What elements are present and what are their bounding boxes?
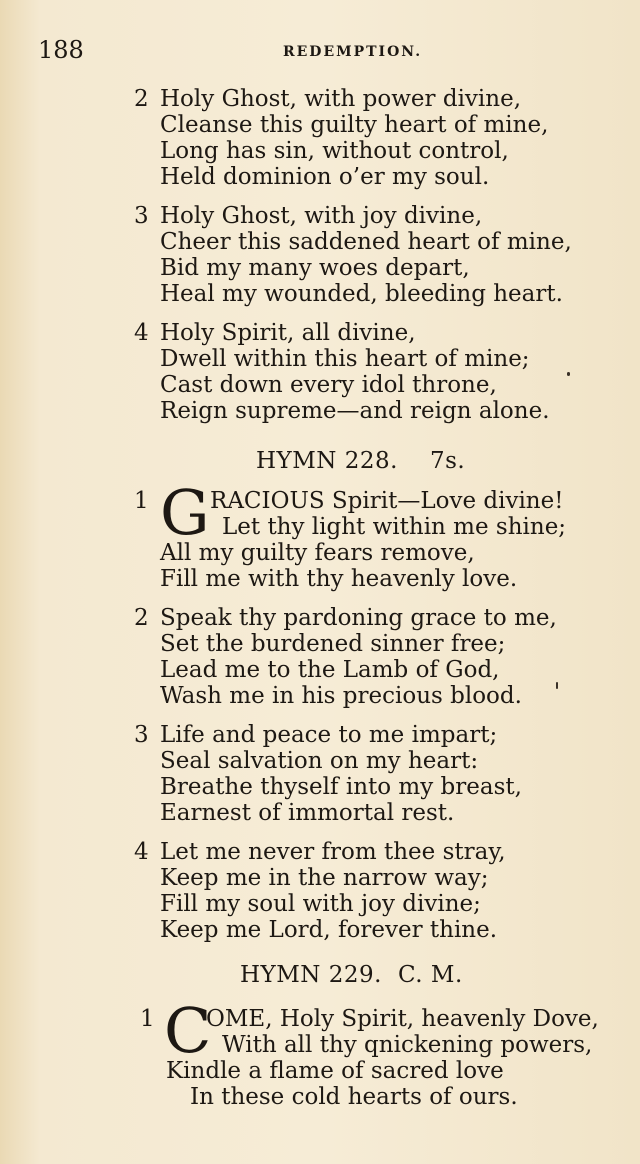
page-header bbox=[38, 36, 610, 66]
stanza-number: 4 bbox=[134, 320, 149, 346]
hymn-meter: 7s. bbox=[430, 448, 466, 474]
verse-line: Fill me with thy heavenly love. bbox=[160, 566, 518, 592]
verse-line: OME, Holy Spirit, heavenly Dove, bbox=[206, 1006, 599, 1032]
verse-line: Lead me to the Lamb of God, bbox=[160, 657, 500, 683]
verse-line: Holy Spirit, all divine, bbox=[160, 320, 416, 346]
ink-speck bbox=[556, 682, 558, 689]
verse-line: RACIOUS Spirit—Love divine! bbox=[210, 488, 564, 514]
verse-line: Cast down every idol throne, bbox=[160, 372, 497, 398]
verse-line: Breathe thyself into my breast, bbox=[160, 774, 522, 800]
verse-line: Kindle a flame of sacred love bbox=[166, 1058, 504, 1084]
stanza-number: 1 bbox=[134, 488, 149, 514]
verse-line: Wash me in his precious blood. bbox=[160, 683, 522, 709]
stanza-number: 3 bbox=[134, 203, 149, 229]
verse-line: Dwell within this heart of mine; bbox=[160, 346, 530, 372]
stanza-number: 1 bbox=[140, 1006, 155, 1032]
verse-line: Life and peace to me impart; bbox=[160, 722, 498, 748]
hymn-title: HYMN 228. bbox=[256, 448, 398, 474]
drop-cap: C bbox=[164, 994, 212, 1067]
verse-line: With all thy qnickening powers, bbox=[222, 1032, 593, 1058]
verse-line: Heal my wounded, bleeding heart. bbox=[160, 281, 563, 307]
verse-line: Bid my many woes depart, bbox=[160, 255, 470, 281]
verse-line: Cheer this saddened heart of mine, bbox=[160, 229, 572, 255]
verse-line: Reign supreme—and reign alone. bbox=[160, 398, 550, 424]
hymn-title: HYMN 229. bbox=[240, 962, 382, 988]
verse-line: Seal salvation on my heart: bbox=[160, 748, 479, 774]
verse-line: Earnest of immortal rest. bbox=[160, 800, 455, 826]
drop-cap: G bbox=[160, 476, 210, 549]
stanza-number: 2 bbox=[134, 605, 149, 631]
verse-line: Speak thy pardoning grace to me, bbox=[160, 605, 557, 631]
running-title: REDEMPTION. bbox=[283, 44, 423, 60]
verse-line: Cleanse this guilty heart of mine, bbox=[160, 112, 549, 138]
verse-line: Keep me in the narrow way; bbox=[160, 865, 489, 891]
stanza-number: 4 bbox=[134, 839, 149, 865]
stanza-number: 2 bbox=[134, 86, 149, 112]
ink-speck bbox=[567, 372, 570, 376]
verse-line: Holy Ghost, with joy divine, bbox=[160, 203, 483, 229]
verse-line: In these cold hearts of ours. bbox=[190, 1084, 518, 1110]
verse-line: Let thy light within me shine; bbox=[222, 514, 567, 540]
verse-line: Held dominion o’er my soul. bbox=[160, 164, 490, 190]
hymn-meter: C. M. bbox=[398, 962, 463, 988]
verse-line: Holy Ghost, with power divine, bbox=[160, 86, 522, 112]
verse-line: All my guilty fears remove, bbox=[160, 540, 475, 566]
stanza-number: 3 bbox=[134, 722, 149, 748]
verse-line: Set the burdened sinner free; bbox=[160, 631, 506, 657]
verse-line: Let me never from thee stray, bbox=[160, 839, 506, 865]
verse-line: Keep me Lord, forever thine. bbox=[160, 917, 498, 943]
verse-line: Fill my soul with joy divine; bbox=[160, 891, 481, 917]
verse-line: Long has sin, without control, bbox=[160, 138, 509, 164]
page-number: 188 bbox=[38, 36, 84, 64]
